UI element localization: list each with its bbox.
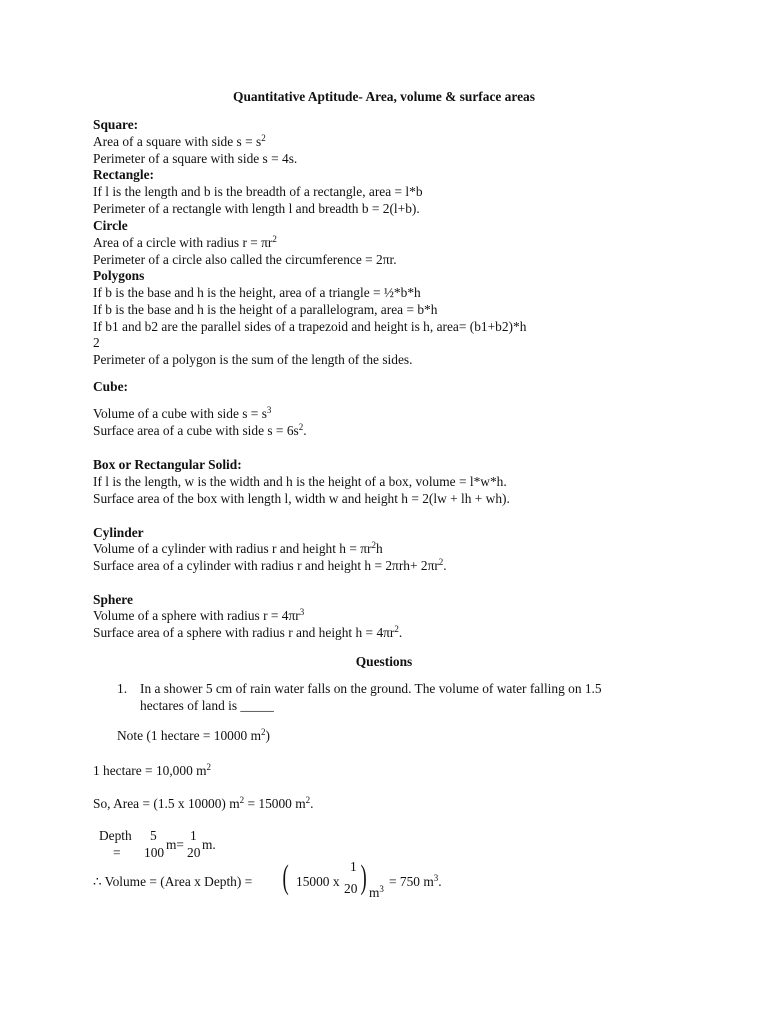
right-paren: ) <box>360 859 367 896</box>
cube-volume-line: Volume of a cube with side $s = s^3$ <box>93 405 272 421</box>
rectangle-area-line: If l is the length and b is the breadth of a rectangle, area = l*b <box>93 184 423 199</box>
depth-fraction-2-denominator: 20 <box>187 845 201 860</box>
circle-perimeter-line: Perimeter of a circle also called the circumference = 2πr. <box>93 252 397 267</box>
cylinder-volume-line: Volume of a cylinder with radius r and height $h = \pi r^2h$ <box>93 540 383 556</box>
left-paren: ( <box>282 859 289 896</box>
polygons-heading: Polygons <box>93 268 145 283</box>
depth-fraction-1-denominator: 100 <box>144 845 165 860</box>
cylinder-heading: Cylinder <box>93 525 144 540</box>
questions-heading: Questions <box>355 654 413 669</box>
rectangle-perimeter-line: Perimeter of a rectangle with length l and breadth b = 2(l+b). <box>93 201 420 216</box>
circle-heading: Circle <box>93 218 128 233</box>
trapezoid-area-line: If b1 and b2 are the parallel sides of a trapezoid and height is h, area= (b1+b2)*h <box>93 319 527 334</box>
parallelogram-area-line: If b is the base and h is the height of a parallelogram, area = b*h <box>93 302 438 317</box>
sphere-heading: Sphere <box>93 592 133 607</box>
square-perimeter-line: Perimeter of a square with side s = 4s. <box>93 151 298 166</box>
cube-surface-line: Surface area of a cube with side $s = 6s^2$. <box>93 422 307 438</box>
triangle-area-line: If b is the base and h is the height, area of a triangle = ½*b*h <box>93 285 421 300</box>
box-volume-line: If l is the length, w is the width and h is the height of a box, volume = l*w*h. <box>93 474 507 489</box>
circle-area-line: Area of a circle with radius $r = \pi r^2$ <box>93 234 277 250</box>
rectangle-heading: Rectangle: <box>93 167 154 182</box>
volume-value: 15000 x <box>296 874 340 889</box>
cylinder-surface-line: Surface area of a cylinder with radius r and height $h = 2\pi rh+ 2\pi r^2$. <box>93 557 447 573</box>
box-heading: Box or Rectangular Solid: <box>93 457 242 472</box>
polygon-perimeter-line: Perimeter of a polygon is the sum of the length of the sides. <box>93 352 413 367</box>
page-title: Quantitative Aptitude- Area, volume & surface areas <box>233 89 535 104</box>
depth-unit-2: m. <box>202 837 216 852</box>
square-heading: Square: <box>93 117 139 132</box>
trapezoid-divisor: 2 <box>93 335 100 350</box>
depth-fraction-1-numerator: 5 <box>150 828 157 843</box>
hectare-line: 1 hectare = 10,000 $m^2$ <box>93 762 212 778</box>
sphere-volume-line: Volume of a sphere with radius $r = 4\pi r^3$ <box>93 607 305 623</box>
area-calc-line: So, Area = (1.5 x 10000) $m^2 = 15000$ $m^2$. <box>93 795 314 811</box>
depth-label: Depth <box>99 828 132 843</box>
volume-fraction-numerator: 1 <box>350 859 357 874</box>
volume-fraction-denominator: 20 <box>344 881 358 896</box>
depth-unit-1: m= <box>166 837 184 852</box>
depth-equals: = <box>113 845 121 860</box>
square-area-line: Area of a square with side $s = s^2$ <box>93 133 266 149</box>
volume-label: ∴ Volume = (Area x Depth) = <box>93 874 253 889</box>
cube-heading: Cube: <box>93 379 128 394</box>
box-surface-line: Surface area of the box with length l, width w and height h = 2(lw + lh + wh). <box>93 491 510 506</box>
question-1-line-1: In a shower 5 cm of rain water falls on the ground. The volume of water falling on 1.5 <box>140 681 602 696</box>
question-1-line-2: hectares of land is _____ <box>140 698 274 713</box>
question-1-number: 1. <box>117 681 128 696</box>
volume-result: = 750 $m^3$. <box>389 873 442 889</box>
note-line: Note (1 hectare = 10000 $m^2$) <box>117 727 270 743</box>
depth-fraction-2-numerator: 1 <box>190 828 197 843</box>
volume-unit: $m^3$ <box>369 884 384 900</box>
sphere-surface-line: Surface area of a sphere with radius r and height $h = 4\pi r^2$. <box>93 624 403 640</box>
